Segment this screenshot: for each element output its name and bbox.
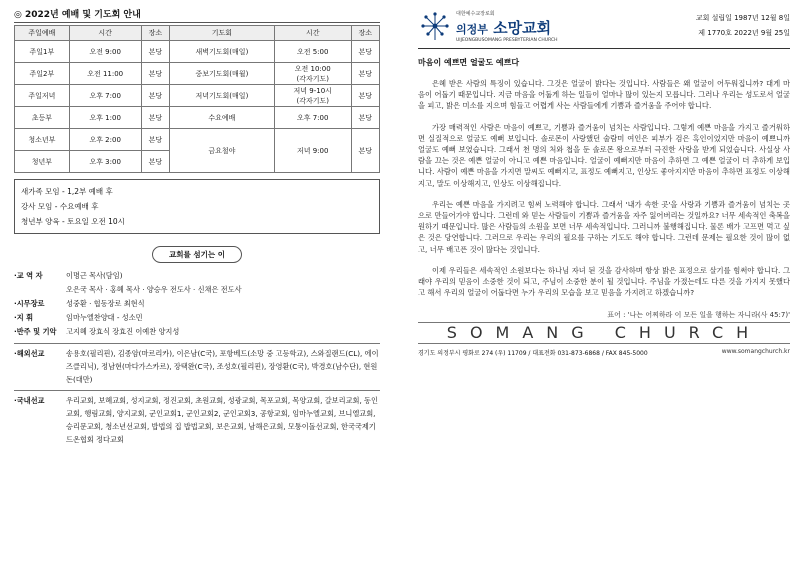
- church-english-banner: SOMANG CHURCH: [418, 322, 790, 344]
- header-cell: 기도회: [169, 26, 274, 41]
- prayer-place: 본당: [351, 107, 379, 129]
- meetings-box: [14, 179, 380, 234]
- schedule-title: ◎ 2022년 예배 및 기도회 안내: [14, 8, 380, 23]
- worship-time: 오전 9:00: [69, 41, 141, 63]
- prayer-place: 본당: [351, 85, 379, 107]
- prayer-name: 새벽기도회(매일): [169, 41, 274, 63]
- church-name-part: 소망교회: [493, 18, 552, 37]
- left-column: [14, 8, 380, 558]
- worship-name: 주일1부: [15, 41, 70, 63]
- staff-value: 고지혜 장효식 장효진 이예찬 양지성: [66, 327, 180, 336]
- list-item: [14, 297, 380, 311]
- staff-value: 오은국 목사 · 홍혜 목사 · 양승우 전도사 · 신채은 전도사: [66, 285, 242, 294]
- schedule-header-row: [15, 26, 380, 41]
- worship-name: 주일2부: [15, 63, 70, 85]
- staff-label: ·교 역 자: [14, 271, 43, 280]
- church-header: [418, 8, 790, 44]
- prayer-name: 저녁기도회(매일): [169, 85, 274, 107]
- staff-heading: [14, 242, 380, 263]
- missions-value: 송용호(필리핀), 김종암(마르리카), 이은남(C국), 포항베드(소망 중 고등학교), 스와질랜드(CL), 에이즈클리닉), 정남현(마다가스카르), 장택완(C국), 조성호(필리핀), 장영환(C국), 박경호(남수단), 현원돈(대만): [66, 349, 379, 384]
- staff-label: ·시무장로: [14, 299, 45, 308]
- table-row: [15, 41, 380, 63]
- article-title: 마음이 예쁘면 얼굴도 예쁘다: [418, 58, 520, 67]
- list-item: [14, 311, 380, 325]
- meeting-item: 새가족 모임 - 1,2부 예배 후: [21, 187, 113, 196]
- header-cell: 주일예배: [15, 26, 70, 41]
- prayer-name: 금요철야: [169, 129, 274, 173]
- staff-label: [14, 283, 66, 297]
- meeting-item: 강사 모임 - 수요예배 후: [21, 202, 99, 211]
- header-cell: 시간: [274, 26, 351, 41]
- church-name-english: UIJEONGBUSOMANG PRESBYTERIAN CHURCH: [456, 37, 558, 43]
- missions-value: 우리교회, 보혜교회, 성지교회, 정진교회, 초원교회, 성광교회, 목포교회, 목양교회, 갈보리교회, 동인교회, 행림교회, 양지교회, 군인교회1, 군인교회2, 군인교회3, 공항교회, 임마누엘교회, 브니엘교회, 승리문교회, 청소년선교회, 밥법의 집 밥법교회, 보은교회, 남해은교회, 모퉁이돌선교회, 한국국제기드온협회 정다교회: [66, 396, 378, 444]
- article-body: [418, 78, 790, 298]
- motto-verse: 표어 : '나는 어찌하라 이 모든 일을 행하는 자니라(사 45:7)': [607, 311, 790, 320]
- address: 경기도 의정부시 평화로 274 (우) 11709 / 대표전화 031-873-6868 / FAX 845-5000: [418, 350, 648, 358]
- worship-place: 본당: [141, 85, 169, 107]
- worship-time: 오후 7:00: [69, 85, 141, 107]
- header-cell: 장소: [141, 26, 169, 41]
- table-row: [15, 85, 380, 107]
- missions-label: ·국내선교: [14, 396, 45, 405]
- issue-number: 제 1770호 2022년 9월 25일: [698, 29, 790, 37]
- worship-place: 본당: [141, 63, 169, 85]
- worship-time: 오후 2:00: [69, 129, 141, 151]
- article-paragraph: 은혜 받은 사람의 특징이 있습니다. 그것은 얼굴이 밝다는 것입니다. 사람들은 왜 얼굴이 어두워집니까? 대게 마음이 어둡기 때문입니다. 지금 마음을 어둡게 하는 일들이 얼마나 많이 있는지 모릅니다. 그러나 우리는 성도로서 얼굴을 피고, 밝은 미소를 지으며 힘들고 어렵게 사는 사람들에게 기쁨과 즐거움을 주어야 합니다.: [418, 79, 790, 111]
- domestic-missions: [14, 390, 380, 446]
- worship-place: 본당: [141, 129, 169, 151]
- staff-value: 이명근 목사(담임): [66, 271, 123, 280]
- staff-value: 성중환 · 협동장로 최현식: [66, 299, 145, 308]
- header-divider: [418, 48, 790, 49]
- prayer-place: 본당: [351, 63, 379, 85]
- staff-value: 임마누엘찬양대 - 성소민: [66, 313, 143, 322]
- table-row: [15, 63, 380, 85]
- church-name-block: [456, 10, 558, 43]
- prayer-time: 오후 7:00: [274, 107, 351, 129]
- meeting-item: 청년부 양육 - 토요일 오전 10시: [21, 217, 125, 226]
- table-row: [15, 107, 380, 129]
- worship-time: 오전 11:00: [69, 63, 141, 85]
- list-item: [14, 269, 380, 283]
- worship-time: 오후 3:00: [69, 151, 141, 173]
- church-name: [456, 17, 558, 38]
- issue-info: [696, 11, 790, 41]
- worship-place: 본당: [141, 41, 169, 63]
- worship-name: 청년부: [15, 151, 70, 173]
- list-item: [14, 325, 380, 339]
- staff-label: ·지 휘: [14, 313, 34, 322]
- table-row: [15, 129, 380, 151]
- worship-place: 본당: [141, 151, 169, 173]
- staff-label: ·반주 및 기악: [14, 327, 57, 336]
- worship-time: 오후 1:00: [69, 107, 141, 129]
- prayer-name: 중보기도회(매월): [169, 63, 274, 85]
- prayer-time: 오전 10:00 (각자기도): [274, 63, 351, 85]
- church-name-part: 의정부: [456, 22, 488, 36]
- prayer-place: 본당: [351, 129, 379, 173]
- list-item: [14, 283, 380, 297]
- worship-place: 본당: [141, 107, 169, 129]
- prayer-name: 수요예배: [169, 107, 274, 129]
- website-link[interactable]: www.somangchurch.kr: [721, 348, 790, 356]
- worship-name: 청소년부: [15, 129, 70, 151]
- schedule-table: [14, 25, 380, 173]
- staff-title: 교회를 섬기는 이: [152, 246, 242, 263]
- denomination: 대한예수교장로회: [456, 10, 495, 17]
- prayer-time: 저녁 9:00: [274, 129, 351, 173]
- right-column: [418, 8, 790, 558]
- header-cell: 장소: [351, 26, 379, 41]
- prayer-time: 오전 5:00: [274, 41, 351, 63]
- overseas-missions: [14, 343, 380, 386]
- missions-label: ·해외선교: [14, 349, 45, 358]
- staff-list: [14, 269, 380, 446]
- founded-date: 교회 설립일 1987년 12월 8일: [695, 14, 790, 22]
- footer: [418, 348, 790, 357]
- article-paragraph: 우리는 예쁜 마음을 가지려고 힘써 노력해야 합니다. 그래서 '내가 속한 곳'을 사랑과 기쁨과 즐거움이 넘치는 곳으로 만들어가야 합니다. 그런데 와 믿는 사람들이 기쁨과 즐거움을 자주 잃어버리는 것일까요? 너무 세속적인 축복을 원하기 때문입니다. 많은 사람들의 소원을 보면 너무 세속적입니다. 그러니까 불행해집니다. 물론 배가 고프면 먹고 싶은 것은 당연합니다. 그러므로 우리는 우리의 필요를 구하는 기도도 해야 합니다. 그런데 문제는 필요한 것이 많이 없고, 너무 배고픈 것이 많다는 것입니다.: [418, 199, 790, 254]
- article-paragraph: 이제 우리들은 세속적인 소원보다는 하나님 자녀 된 것을 감사하며 항상 밝은 표정으로 살기를 힘써야 합니다. 그래야 우리의 믿음이 소중한 것이 되고, 주님이 소중한 분이 될 것입니다. 주님을 가졌는데도 다른 것을 가지지 못했다고 해서 우리의 얼굴이 어둡다면 누가 우리의 모습을 보고 믿음을 가지려고 하겠습니까?: [418, 265, 790, 298]
- article-paragraph: 가장 매력적인 사람은 마음이 예쁘고, 기쁨과 즐거움이 넘치는 사람입니다. 그렇게 예쁜 마음을 가지고 즐거워하면 실질적으로 얼굴도 예뻐 보입니다. 솔로몬이 사랑했던 술람미 여인은 피부가 검은 흑인이었지만 마음이 예쁘니까 얼굴도 예뻐 보였습니다. 그래서 천 명의 처와 첩을 둔 솔로몬 왕으로부터 극진한 사랑을 받게 되었습니다. 사실상 사람을 끄는 것은 예쁜 얼굴이 아니고 예쁜 마음입니다. 얼굴이 예뻐지만 마음이 추하면 그 예쁜 얼굴이 더 추하게 보입니다. 사람이 예쁜 마음을 가지면 말씨도 예뻐지고, 표정도 예뻐지고, 인상도 좋아지지만 마음이 추하면 표정도 이상해지고, 말도 이상해지고, 인상도 이상해집니다.: [418, 122, 790, 188]
- worship-name: 초등부: [15, 107, 70, 129]
- prayer-time: 저녁 9-10시 (각자기도): [274, 85, 351, 107]
- worship-name: 주일저녁: [15, 85, 70, 107]
- prayer-place: 본당: [351, 41, 379, 63]
- header-cell: 시간: [69, 26, 141, 41]
- dandelion-logo-icon: [418, 11, 452, 41]
